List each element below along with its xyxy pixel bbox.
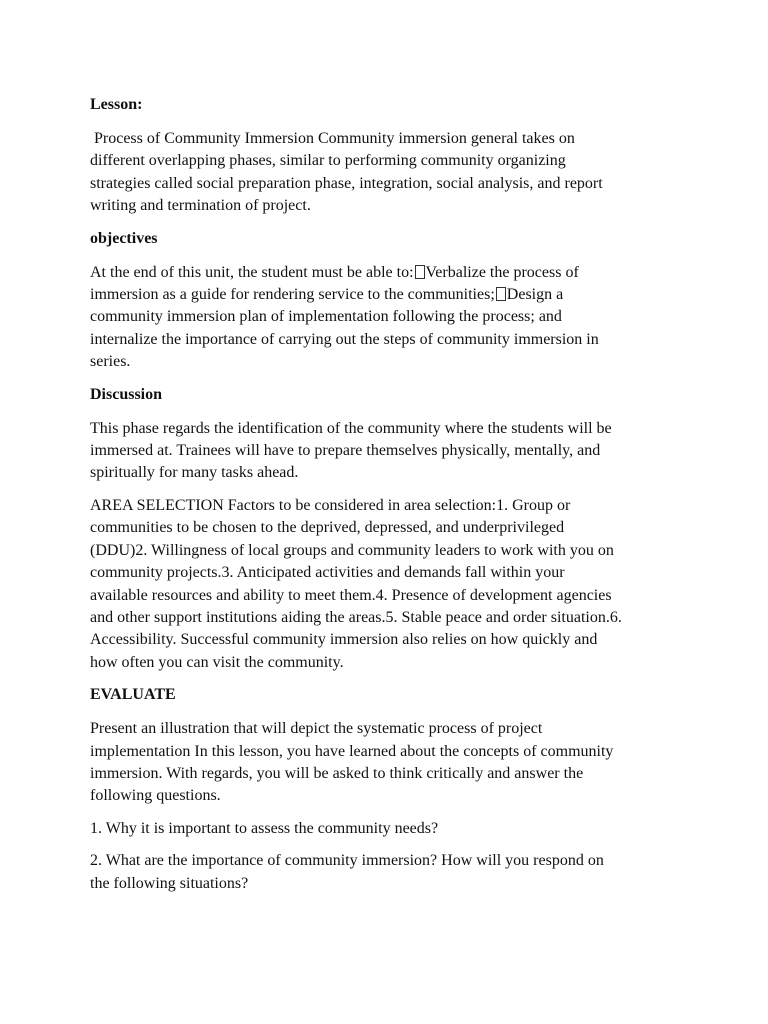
- area-line: available resources and ability to meet them.4. Presence of development agencies: [90, 586, 612, 604]
- evaluate-paragraph: [90, 718, 682, 808]
- discussion-heading: Discussion: [90, 385, 163, 403]
- question-line: 2. What are the importance of community immersion? How will you respond on: [90, 852, 604, 870]
- lesson-line: strategies called social preparation phase, integration, social analysis, and report: [90, 174, 603, 192]
- objectives-line: [90, 284, 682, 306]
- question-line: 1. Why it is important to assess the community needs?: [90, 819, 439, 837]
- objectives-text: At the end of this unit, the student must be able to:: [90, 263, 414, 281]
- missing-glyph-icon: [415, 265, 425, 279]
- objectives-line: internalize the importance of carrying out the steps of community immersion in: [90, 330, 599, 348]
- evaluate-heading: EVALUATE: [90, 686, 176, 704]
- question-1: [90, 818, 682, 840]
- objectives-text: immersion as a guide for rendering service to the communities;: [90, 286, 495, 304]
- lesson-paragraph: [90, 128, 682, 218]
- objectives-line: community immersion plan of implementation following the process; and: [90, 308, 562, 326]
- objectives-heading: objectives: [90, 229, 158, 247]
- area-line: (DDU)2. Willingness of local groups and community leaders to work with you on: [90, 541, 614, 559]
- objectives-paragraph: [90, 262, 682, 374]
- evaluate-line: implementation In this lesson, you have learned about the concepts of community: [90, 742, 614, 760]
- area-line: communities to be chosen to the deprived, depressed, and underprivileged: [90, 519, 565, 537]
- discussion-line: immersed at. Trainees will have to prepare themselves physically, mentally, and: [90, 442, 601, 460]
- question-2: [90, 850, 682, 895]
- lesson-line: Process of Community Immersion Community immersion general takes on: [90, 130, 575, 147]
- objectives-text: Verbalize the process of: [425, 263, 579, 281]
- document-page: [90, 94, 682, 905]
- objectives-line: [90, 262, 682, 284]
- area-line: and other support institutions aiding the areas.5. Stable peace and order situation.6.: [90, 608, 622, 626]
- discussion-line: This phase regards the identification of the community where the students will be: [90, 419, 612, 437]
- evaluate-line: immersion. With regards, you will be asked to think critically and answer the: [90, 764, 584, 782]
- area-line: how often you can visit the community.: [90, 653, 344, 671]
- question-line: the following situations?: [90, 874, 249, 892]
- lesson-line: writing and termination of project.: [90, 197, 311, 215]
- objectives-text: Design a: [506, 286, 564, 304]
- evaluate-line: following questions.: [90, 787, 221, 805]
- evaluate-line: Present an illustration that will depict the systematic process of project: [90, 720, 543, 738]
- objectives-line: series.: [90, 353, 131, 371]
- discussion-paragraph: [90, 418, 682, 485]
- lesson-heading: Lesson:: [90, 96, 143, 113]
- area-line: Accessibility. Successful community immersion also relies on how quickly and: [90, 631, 598, 649]
- area-line: AREA SELECTION Factors to be considered in area selection:1. Group or: [90, 496, 571, 514]
- discussion-line: spiritually for many tasks ahead.: [90, 464, 299, 482]
- area-line: community projects.3. Anticipated activities and demands fall within your: [90, 564, 565, 582]
- missing-glyph-icon: [496, 287, 506, 301]
- lesson-line: different overlapping phases, similar to performing community organizing: [90, 152, 566, 170]
- area-selection-paragraph: [90, 495, 682, 674]
